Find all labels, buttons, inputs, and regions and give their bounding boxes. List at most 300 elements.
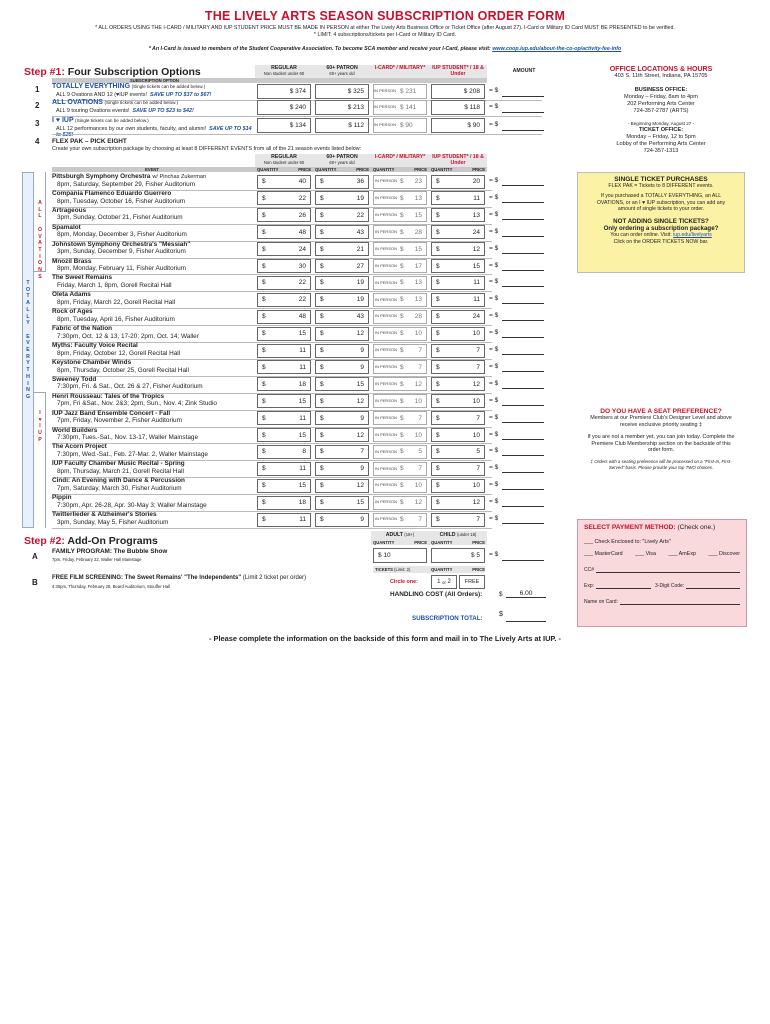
event-icard-box[interactable] (373, 479, 427, 493)
option-student-box[interactable]: $ 208 (431, 84, 485, 99)
option-heading (52, 118, 252, 124)
business-office-heading: BUSINESS OFFICE: (634, 87, 688, 93)
event-amount[interactable] (502, 480, 544, 490)
event-name (52, 291, 252, 298)
currency-sign: $ (262, 194, 266, 202)
event-price: 7 (418, 516, 422, 523)
event-regular-box[interactable] (257, 310, 311, 324)
event-regular-box[interactable] (257, 293, 311, 307)
event-icard-box[interactable] (373, 462, 427, 476)
single-line2: If you purchased a TOTALLY EVERYTHING, an ALL OVATIONS, or an I ♥ IUP subscription, you can add any amount of single tickets to your order. (596, 193, 726, 213)
event-icard-box[interactable] (373, 276, 427, 290)
event-amount[interactable] (502, 345, 544, 355)
event-price: 7 (476, 516, 480, 523)
event-regular-box[interactable] (257, 496, 311, 510)
event-eq: = $ (489, 362, 499, 370)
event-eq: = $ (489, 447, 499, 455)
event-icard-box[interactable] (373, 377, 427, 391)
office-heading: OFFICE LOCATIONS & HOURS (609, 66, 713, 73)
event-price: 30 (298, 262, 306, 270)
event-amount[interactable] (502, 497, 544, 507)
vertical-letter: O (37, 260, 43, 267)
event-student-box[interactable] (431, 344, 485, 358)
event-icard-box[interactable] (373, 293, 427, 307)
currency-sign: $ (436, 330, 440, 338)
event-regular-box[interactable] (257, 462, 311, 476)
event-patron-box[interactable] (315, 411, 369, 425)
event-regular-box[interactable] (257, 360, 311, 374)
event-detail: 8pm, Tuesday, October 16, Fisher Auditorium (57, 197, 186, 205)
event-price: 10 (472, 431, 480, 439)
event-name (52, 427, 252, 434)
tickets-label: TICKETS (Limit: 2) (375, 567, 411, 572)
option-num: 1 (35, 85, 40, 94)
option-regular-box[interactable]: $ 374 (257, 84, 311, 99)
option-student-box[interactable]: $ 90 (431, 118, 485, 133)
currency-sign: $ (320, 363, 324, 371)
event-eq: = $ (489, 312, 499, 320)
code-field[interactable] (686, 583, 740, 589)
event-patron-box[interactable] (315, 259, 369, 273)
event-patron-box[interactable] (315, 513, 369, 527)
event-patron-box[interactable] (315, 496, 369, 510)
currency-sign: $ (262, 296, 266, 304)
event-icard-box[interactable] (373, 394, 427, 408)
currency-sign: $ (262, 228, 266, 236)
event-amount[interactable] (502, 362, 544, 372)
event-price: 22 (298, 194, 306, 202)
event-icard-box[interactable] (373, 513, 427, 527)
flex-num: 4 (35, 137, 40, 146)
currency-sign: $ (436, 516, 440, 523)
option-student-box[interactable]: $ 118 (431, 100, 485, 115)
event-patron-box[interactable] (315, 276, 369, 290)
event-title: Cindi: An Evening with Dance & Percussion (52, 477, 185, 485)
option-num: 2 (35, 101, 40, 110)
single-line1: FLEX PAK = Tickets to 8 DIFFERENT events. (608, 183, 714, 189)
choice-2[interactable]: 2 (447, 579, 451, 585)
event-detail: 7:30pm, Fri. & Sat., Oct. 26 & 27, Fisher Auditorium (57, 383, 203, 391)
event-title: IUP Jazz Band Ensemble Concert - Fall (52, 409, 171, 417)
event-student-box[interactable] (431, 411, 485, 425)
event-student-box[interactable] (431, 310, 485, 324)
option-name: I ♥ IUP (52, 117, 74, 124)
event-price: 15 (472, 262, 480, 270)
event-patron-box[interactable] (315, 293, 369, 307)
event-student-box[interactable] (431, 394, 485, 408)
event-eq: = $ (489, 329, 499, 337)
currency-sign: $ (400, 330, 404, 338)
event-patron-box[interactable] (315, 445, 369, 459)
event-name (52, 460, 252, 467)
event-price: 19 (356, 296, 364, 304)
event-amount[interactable] (502, 193, 544, 203)
event-separator (52, 528, 492, 529)
event-price: 7 (418, 414, 422, 422)
event-patron-box[interactable] (315, 428, 369, 442)
event-price: 15 (298, 397, 306, 405)
event-price: 12 (414, 380, 422, 388)
option-save: SAVE UP TO $37 to $67! (150, 92, 212, 98)
pay-visa[interactable]: ___ Visa (635, 551, 657, 557)
event-price: 10 (414, 482, 422, 490)
currency-sign: $ (262, 482, 266, 490)
event-patron-box[interactable] (315, 310, 369, 324)
option-desc-text: ALL 9 Ovations AND 12 (♥IUP events! (56, 92, 147, 98)
event-detail: Friday, March 1, 8pm, Gorell Recital Hall (57, 282, 172, 289)
event-price: 40 (298, 178, 306, 185)
event-title: Fabric of the Nation (52, 325, 113, 333)
event-with: w/ Pinchas Zukerman (152, 174, 207, 180)
event-student-box[interactable] (431, 208, 485, 222)
option-patron-box[interactable]: $ 112 (315, 118, 369, 133)
event-title: Spamalot (52, 223, 81, 231)
in-person-label: IN PERSON (374, 195, 397, 201)
event-student-box[interactable] (431, 513, 485, 527)
event-icard-box[interactable] (373, 445, 427, 459)
event-detail: 7:30pm, Wed.-Sat., Feb. 27-Mar. 2, Waller Mainstage (57, 451, 208, 458)
vertical-letter: T (26, 367, 30, 374)
event-name (52, 376, 252, 383)
event-student-box[interactable] (431, 479, 485, 493)
currency-sign: $ (400, 194, 404, 202)
vertical-letter: R (26, 353, 30, 360)
footer-note: - Please complete the information on the backside of this form and mail in to The Lively Arts at IUP. - (209, 634, 561, 643)
single-heading: SINGLE TICKET PURCHASES (614, 176, 708, 183)
name-on-card-field[interactable] (620, 599, 740, 605)
event-icard-box[interactable] (373, 344, 427, 358)
in-person-label: IN PERSON (374, 104, 397, 110)
child-header: CHILD (under 18) (439, 532, 477, 538)
currency-sign: $ (320, 228, 324, 236)
event-regular-box[interactable] (257, 276, 311, 290)
qp-regular: QUANTITY PRICE (257, 167, 311, 172)
event-title: Myths: Faculty Voice Recital (52, 342, 138, 349)
addon-b-free: FREE (459, 575, 485, 589)
seat-heading: DO YOU HAVE A SEAT PREFERENCE? (600, 408, 722, 415)
currency-sign: $ (320, 245, 324, 253)
qp-patron: QUANTITY PRICE (315, 167, 369, 172)
currency-sign: $ (436, 279, 440, 287)
currency-sign: $ (400, 363, 404, 371)
event-regular-box[interactable] (257, 208, 311, 222)
event-detail: 7pm, Saturday, March 30, Fisher Auditorium (57, 484, 182, 492)
event-price: 12 (356, 397, 364, 405)
event-amount[interactable] (502, 176, 544, 186)
payment-check[interactable]: ___ Check Enclosed to: "Lively Arts" (584, 539, 671, 545)
currency-sign: $ (436, 465, 440, 473)
event-price: 11 (299, 347, 306, 354)
event-student-box[interactable] (431, 242, 485, 256)
event-patron-box[interactable] (315, 479, 369, 493)
event-amount[interactable] (502, 463, 544, 473)
in-person-label: IN PERSON (374, 178, 397, 184)
currency-sign: $ (436, 211, 440, 219)
vertical-letter: Y (26, 360, 30, 367)
event-regular-box[interactable] (257, 259, 311, 273)
event-icard-box[interactable] (373, 191, 427, 205)
event-regular-box[interactable] (257, 242, 311, 256)
option-amount[interactable] (502, 87, 544, 97)
vertical-letter: L (26, 306, 30, 313)
event-student-box[interactable] (431, 259, 485, 273)
event-regular-box[interactable] (257, 411, 311, 425)
event-amount[interactable] (502, 311, 544, 321)
event-amount[interactable] (502, 514, 544, 524)
office-locations (577, 66, 745, 155)
exp-field[interactable] (596, 583, 651, 589)
event-price: 5 (418, 448, 422, 456)
vertical-letter: A (38, 240, 42, 247)
event-icard-box[interactable] (373, 225, 427, 239)
in-person-label: IN PERSON (374, 279, 397, 285)
event-student-box[interactable] (431, 428, 485, 442)
event-title: The Acorn Project (52, 443, 107, 451)
step2-heading (24, 535, 158, 547)
event-patron-box[interactable] (315, 462, 369, 476)
event-regular-box[interactable] (257, 377, 311, 391)
option-save: SAVE UP TO $14 to $25! (56, 126, 252, 139)
event-student-box[interactable] (431, 293, 485, 307)
event-regular-box[interactable] (257, 175, 311, 189)
vertical-letter: V (38, 233, 42, 240)
vertical-i-love-iup (35, 410, 45, 444)
event-student-box[interactable] (431, 276, 485, 290)
subscription-total-field[interactable] (506, 612, 546, 622)
event-price: 23 (414, 178, 422, 185)
event-amount[interactable] (502, 277, 544, 287)
event-patron-box[interactable] (315, 360, 369, 374)
event-detail: 7:30pm, Tues.-Sat., Nov. 13-17, Waller Mainstage (57, 434, 199, 442)
event-amount[interactable] (502, 244, 544, 254)
event-student-box[interactable] (431, 191, 485, 205)
currency-sign: $ (320, 414, 324, 422)
payment-name-row: Name on Card: (584, 599, 740, 605)
event-patron-box[interactable] (315, 175, 369, 189)
seat-line2: If you are not a member yet, you can join today. Complete the Premiere Club Membership section on the backside of this order form. (587, 434, 735, 454)
event-patron-box[interactable] (315, 344, 369, 358)
event-name (52, 443, 252, 450)
event-title: Twitterlieder & Alzheimer's Stories (52, 511, 157, 518)
event-name (52, 359, 252, 366)
option-icard-box[interactable]: IN PERSON $ 90 (373, 118, 427, 133)
event-price: 11 (473, 296, 480, 304)
event-regular-box[interactable] (257, 327, 311, 341)
ticket-room: Lobby of the Performing Arts Center (616, 141, 706, 147)
vertical-letter: Y (26, 320, 30, 327)
event-price: 7 (360, 448, 364, 456)
event-student-box[interactable] (431, 327, 485, 341)
business-hours: Monday – Friday, 8am to 4pm (624, 94, 698, 100)
currency-sign: $ (400, 228, 404, 236)
event-amount[interactable] (502, 379, 544, 389)
event-amount[interactable] (502, 227, 544, 237)
step1-title: Four Subscription Options (67, 66, 201, 78)
event-price: 18 (298, 499, 306, 507)
event-amount[interactable] (502, 261, 544, 271)
event-name (52, 477, 252, 484)
event-price: 9 (360, 363, 364, 371)
event-price: 48 (298, 228, 306, 236)
single-question: NOT ADDING SINGLE TICKETS? (613, 217, 709, 225)
currency-sign: $ (320, 448, 324, 456)
currency-sign: $ (400, 347, 404, 354)
event-icard-box[interactable] (373, 259, 427, 273)
option-amount[interactable] (502, 103, 544, 113)
event-student-box[interactable] (431, 360, 485, 374)
subscription-total-label: SUBSCRIPTION TOTAL: (412, 615, 483, 622)
step1-label: Step #1: (24, 66, 65, 78)
pay-mastercard[interactable]: ___ MasterCard (584, 551, 623, 557)
event-regular-box[interactable] (257, 479, 311, 493)
event-student-box[interactable] (431, 496, 485, 510)
vertical-letter (23, 327, 33, 334)
event-price: 10 (472, 397, 480, 405)
pay-discover[interactable]: ___ Discover (708, 551, 740, 557)
event-patron-box[interactable] (315, 394, 369, 408)
event-patron-box[interactable] (315, 191, 369, 205)
option-patron-box[interactable]: $ 213 (315, 100, 369, 115)
business-phone: 724-357-2787 (ARTS) (633, 108, 689, 114)
event-student-box[interactable] (431, 445, 485, 459)
vertical-letter: V (26, 340, 30, 347)
event-regular-box[interactable] (257, 428, 311, 442)
event-price: 10 (414, 330, 422, 338)
event-amount[interactable] (502, 328, 544, 338)
currency-sign: $ (320, 347, 324, 354)
in-person-label: IN PERSON (374, 262, 397, 268)
event-icard-box[interactable] (373, 327, 427, 341)
event-regular-box[interactable] (257, 344, 311, 358)
event-patron-box[interactable] (315, 208, 369, 222)
event-amount[interactable] (502, 413, 544, 423)
event-student-box[interactable] (431, 225, 485, 239)
event-student-box[interactable] (431, 377, 485, 391)
event-amount[interactable] (502, 446, 544, 456)
event-student-box[interactable] (431, 462, 485, 476)
event-price: 7 (476, 363, 480, 371)
currency-sign: $ (320, 465, 324, 473)
event-eq: = $ (489, 193, 499, 201)
choice-1[interactable]: 1 (437, 579, 441, 585)
event-name (52, 494, 252, 501)
amount-header: AMOUNT (512, 68, 536, 74)
event-regular-box[interactable] (257, 191, 311, 205)
pay-amex[interactable]: ___ AmExp (668, 551, 697, 557)
currency-sign: $ (262, 448, 266, 456)
event-price: 10 (472, 330, 480, 338)
addon-a-adult-box[interactable]: $ 10 (373, 548, 427, 563)
option-separator (52, 116, 542, 117)
event-amount[interactable] (502, 294, 544, 304)
event-regular-box[interactable] (257, 513, 311, 527)
addon-a-amount[interactable] (502, 551, 544, 561)
option-num: 3 (35, 119, 40, 128)
in-person-label: IN PERSON (374, 88, 397, 94)
currency-sign: $ (262, 380, 266, 388)
notice-limit: * LIMIT: 4 subscriptions/tickets per I-Card or Military ID Card. (313, 32, 457, 38)
option-patron-box[interactable]: $ 325 (315, 84, 369, 99)
event-icard-box[interactable] (373, 175, 427, 189)
event-detail: 8pm, Thursday, October 25, Gorell Recital Hall (57, 366, 189, 374)
event-patron-box[interactable] (315, 225, 369, 239)
event-price: 15 (356, 380, 364, 388)
vertical-letter: E (26, 347, 30, 354)
ticket-office-heading: TICKET OFFICE: (638, 127, 684, 133)
addon-b-qty-box[interactable] (431, 575, 457, 589)
event-patron-box[interactable] (315, 327, 369, 341)
step2-label: Step #2: (24, 535, 65, 547)
option-regular-box[interactable]: $ 134 (257, 118, 311, 133)
event-icard-box[interactable] (373, 411, 427, 425)
vertical-letter: T (38, 246, 42, 253)
event-detail: 8pm, Monday, February 11, Fisher Auditorium (57, 265, 187, 273)
option-icard-box[interactable]: IN PERSON $ 141 (373, 100, 427, 115)
currency-sign: $ (436, 499, 440, 507)
event-price: 5 (476, 448, 480, 456)
notice-icard-link[interactable]: www.coop.iup.edu/about-the-co-op/activity-fee-info (492, 46, 622, 52)
event-amount[interactable] (502, 396, 544, 406)
addon-a-child-box[interactable]: $ 5 (431, 548, 485, 563)
event-icard-box[interactable] (373, 242, 427, 256)
event-title: Pittsburgh Symphony Orchestra (52, 173, 151, 180)
event-icard-box[interactable] (373, 208, 427, 222)
in-person-label: IN PERSON (374, 397, 397, 403)
flex-name: FLEX PAK – PICK EIGHT (52, 138, 127, 145)
event-icard-box[interactable] (373, 496, 427, 510)
option-amount[interactable] (502, 121, 544, 131)
in-person-label: IN PERSON (374, 330, 397, 336)
option-icard-box[interactable]: IN PERSON $ 231 (373, 84, 427, 99)
event-regular-box[interactable] (257, 225, 311, 239)
event-patron-box[interactable] (315, 377, 369, 391)
livelyarts-link[interactable]: iup.edu/livelyarts (673, 232, 712, 239)
event-price: 13 (414, 279, 422, 287)
event-icard-box[interactable] (373, 310, 427, 324)
event-price: 7 (418, 363, 422, 371)
vertical-letter: I (39, 410, 41, 416)
event-price: 11 (299, 363, 306, 371)
event-regular-box[interactable] (257, 445, 311, 459)
currency-sign: $ (436, 194, 440, 202)
event-amount[interactable] (502, 210, 544, 220)
event-name (52, 410, 252, 417)
event-student-box[interactable] (431, 175, 485, 189)
event-price: 11 (473, 279, 480, 287)
currency-sign: $ (436, 397, 440, 405)
event-eq: = $ (489, 261, 499, 269)
currency-sign: $ (436, 482, 440, 490)
step1-heading (24, 66, 201, 78)
office-address: 403 S. 11th Street, Indiana, PA 15705 (614, 73, 708, 79)
event-detail: 8pm, Friday, March 22, Gorell Recital Hall (57, 298, 176, 306)
event-regular-box[interactable] (257, 394, 311, 408)
event-price: 7 (418, 347, 422, 354)
event-name (52, 325, 252, 332)
cc-field[interactable] (596, 567, 740, 573)
event-icard-box[interactable] (373, 428, 427, 442)
event-icard-box[interactable] (373, 360, 427, 374)
option-regular-box[interactable]: $ 240 (257, 100, 311, 115)
event-patron-box[interactable] (315, 242, 369, 256)
option-eq: = $ (489, 87, 499, 94)
event-price: 11 (299, 516, 306, 523)
currency-sign: $ (400, 296, 404, 304)
event-title: Rock of Ages (52, 308, 93, 316)
event-detail: 8pm, Saturday, September 29, Fisher Auditorium (57, 180, 196, 188)
event-amount[interactable] (502, 430, 544, 440)
event-price: 12 (356, 482, 364, 490)
